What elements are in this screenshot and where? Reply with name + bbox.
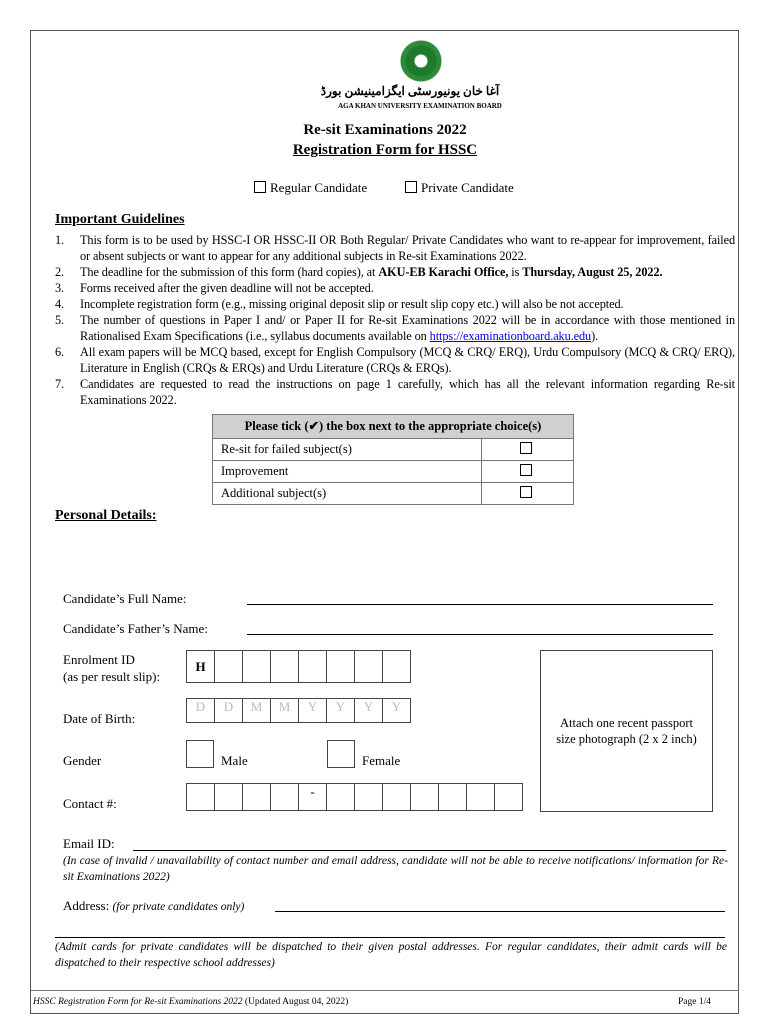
footer-divider (31, 990, 739, 991)
digit-box[interactable] (186, 783, 215, 811)
guidelines-and-choices (55, 232, 735, 524)
full-name-label: Candidate’s Full Name: (63, 591, 187, 606)
checkbox[interactable] (520, 442, 532, 454)
personal-details-heading: Personal Details: (55, 508, 157, 523)
gender-label: Gender (63, 753, 102, 768)
checkbox[interactable] (520, 486, 532, 498)
guidelines-list (55, 232, 735, 408)
akueb-logo (400, 40, 442, 82)
choice-label: Additional subject(s) (213, 483, 482, 505)
guideline-item: 1. This form is to be used by HSSC-I OR HSSC-II OR Both Regular/ Private Candidates who want to re-appear for improvement, failed or absent subjects or want to appear for any additional subjects in Re-sit Examinations 2022. (55, 233, 735, 263)
exam-board-link[interactable]: https://examinationboard.aku.edu (429, 329, 592, 343)
digit-box[interactable]: Y (354, 698, 383, 723)
choice-table (212, 414, 574, 505)
address-field[interactable] (275, 911, 725, 912)
regular-label: Regular Candidate (270, 180, 368, 195)
digit-box[interactable]: D (214, 698, 243, 723)
logo-urdu: آغا خان یونیورسٹی ایگزامینیشن بورڈ (320, 84, 500, 98)
digit-box[interactable] (270, 783, 299, 811)
father-name-label: Candidate’s Father’s Name: (63, 621, 208, 636)
guideline-item: 3. Forms received after the given deadline will not be accepted. (55, 281, 374, 295)
digit-box[interactable]: D (186, 698, 215, 723)
choice-table-header: Please tick (✔) the box next to the appropriate choice(s) (213, 415, 574, 439)
father-name-field[interactable] (247, 634, 713, 635)
checkbox[interactable] (405, 181, 417, 193)
digit-box[interactable] (242, 783, 271, 811)
digit-box[interactable] (326, 783, 355, 811)
digit-box[interactable] (410, 783, 439, 811)
dob-label: Date of Birth: (63, 711, 136, 726)
logo-english: AGA KHAN UNIVERSITY EXAMINATION BOARD (338, 102, 502, 110)
page-number: Page 1/4 (678, 997, 711, 1007)
title-line1: Re-sit Examinations 2022 (303, 122, 467, 138)
guideline-item: 2. The deadline for the submission of this form (hard copies), at AKU-EB Karachi Office, is Thursday, August 25, 2022. (55, 265, 663, 279)
guideline-item: 6. All exam papers will be MCQ based, except for English Compulsory (MCQ & CRQ/ ERQ), Urdu Compulsory (MCQ & CRQ/ ERQ), Literature in English (CRQs & ERQs) and Urdu Literature (CRQs & ERQs). (55, 345, 735, 375)
digit-box[interactable]: M (270, 698, 299, 723)
private-label: Private Candidate (421, 180, 514, 195)
contact-label: Contact #: (63, 796, 117, 811)
digit-box[interactable]: Y (298, 698, 327, 723)
admit-card-note: (Admit cards for private candidates will be dispatched to their given postal addresses. For regular candidates, their admit cards will be dispatched to their respective school addresses) (55, 941, 727, 969)
female-checkbox[interactable] (327, 740, 355, 768)
full-name-field[interactable] (247, 604, 713, 605)
digit-box[interactable] (382, 650, 411, 683)
digit-box[interactable]: Y (326, 698, 355, 723)
choice-label: Improvement (213, 461, 482, 483)
private-candidate-option[interactable] (405, 180, 514, 196)
guideline-item: 5. The number of questions in Paper I and/ or Paper II for Re-sit Examinations 2022 will be in accordance with those mentioned in Rationalised Exam Specifications (i.e., syllabus documents available on https://examinationboard.aku.edu). (55, 313, 735, 343)
enrolment-label: Enrolment ID (as per result slip): (63, 652, 161, 684)
digit-box[interactable] (438, 783, 467, 811)
digit-box[interactable]: - (298, 783, 327, 811)
email-note: (In case of invalid / unavailability of contact number and email address, candidate will not be able to receive notifications/ information for Re-sit Examinations 2022) (63, 855, 728, 883)
guideline-item: 7. Candidates are requested to read the instructions on page 1 carefully, which has all the relevant information regarding Re-sit Examinations 2022. (55, 377, 735, 407)
title-line2: Registration Form for HSSC (292, 142, 478, 158)
address-field-line2[interactable] (55, 937, 725, 938)
digit-box[interactable]: Y (382, 698, 411, 723)
table-row (213, 461, 574, 483)
regular-candidate-option[interactable] (254, 180, 367, 196)
digit-box[interactable] (466, 783, 495, 811)
checkbox[interactable] (520, 464, 532, 476)
footer-left: HSSC Registration Form for Re-sit Examinations 2022 (Updated August 04, 2022) (33, 997, 349, 1007)
male-label: Male (221, 753, 248, 768)
digit-box[interactable] (214, 650, 243, 683)
guidelines-heading: Important Guidelines (55, 212, 185, 227)
choice-label: Re-sit for failed subject(s) (213, 439, 482, 461)
digit-box[interactable] (354, 783, 383, 811)
checkbox[interactable] (254, 181, 266, 193)
digit-box[interactable] (270, 650, 299, 683)
digit-box[interactable] (354, 650, 383, 683)
address-label: Address: (for private candidates only) (63, 898, 245, 913)
digit-box[interactable] (494, 783, 523, 811)
digit-box[interactable] (298, 650, 327, 683)
digit-box[interactable] (326, 650, 355, 683)
digit-box[interactable] (214, 783, 243, 811)
photo-instructions: Attach one recent passport size photograph (2 x 2 inch) (556, 716, 697, 746)
digit-box[interactable] (242, 650, 271, 683)
digit-box[interactable] (382, 783, 411, 811)
table-row (213, 439, 574, 461)
female-label: Female (362, 753, 401, 768)
table-row (213, 483, 574, 505)
guideline-item: 4. Incomplete registration form (e.g., missing original deposit slip or result slip copy etc.) will also be not accepted. (55, 297, 624, 311)
photo-box[interactable] (540, 650, 713, 812)
digit-box[interactable]: H (186, 650, 215, 683)
email-field[interactable] (133, 850, 726, 851)
male-checkbox[interactable] (186, 740, 214, 768)
digit-box[interactable]: M (242, 698, 271, 723)
email-label: Email ID: (63, 836, 115, 851)
